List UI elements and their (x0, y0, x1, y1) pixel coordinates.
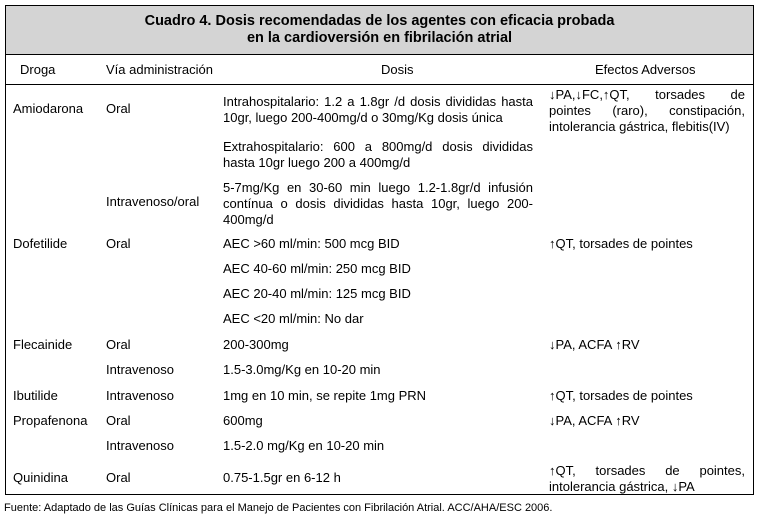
cell-via: Intravenoso (106, 362, 174, 377)
cell-droga: Flecainide (13, 337, 73, 352)
cell-efectos: ↑QT, torsades de pointes (549, 388, 693, 403)
table-title (6, 6, 753, 55)
cell-dosis: AEC <20 ml/min: No dar (223, 311, 364, 326)
cell-dosis: Intrahospitalario: 1.2 a 1.8gr /d dosis divididas hasta 10gr, luego 200-400mg/d o 30mg/Kg dosis única (223, 94, 533, 125)
cell-via: Oral (106, 413, 131, 428)
cell-efectos: ↓PA, ACFA ↑RV (549, 413, 640, 428)
cell-via: Oral (106, 470, 131, 485)
cell-dosis: 1.5-3.0mg/Kg en 10-20 min (223, 362, 381, 377)
cell-dosis: AEC >60 ml/min: 500 mcg BID (223, 236, 400, 251)
cell-efectos: ↓PA,↓FC,↑QT, torsades de pointes (raro), constipación, intolerancia gástrica, flebitis(IV) (549, 87, 745, 134)
cell-droga: Amiodarona (13, 101, 84, 116)
dosage-table (5, 5, 754, 495)
cell-dosis: Extrahospitalario: 600 a 800mg/d dosis divididas hasta 10gr luego 200 a 400mg/d (223, 139, 533, 170)
cell-droga: Quinidina (13, 470, 68, 485)
header-efectos: Efectos Adversos (595, 62, 696, 77)
header-dosis: Dosis (381, 62, 414, 77)
cell-droga: Propafenona (13, 413, 88, 428)
cell-droga: Ibutilide (13, 388, 58, 403)
cell-via: Oral (106, 101, 131, 116)
cell-dosis: 1mg en 10 min, se repite 1mg PRN (223, 388, 427, 403)
table-header-row (6, 57, 753, 85)
header-via: Vía administración (106, 62, 213, 77)
table-title-line1: Cuadro 4. Dosis recomendadas de los agentes con eficacia probada (144, 13, 615, 29)
cell-dosis: 0.75-1.5gr en 6-12 h (223, 470, 341, 485)
cell-dosis: 1.5-2.0 mg/Kg en 10-20 min (223, 438, 385, 453)
cell-via: Intravenoso (106, 388, 174, 403)
cell-dosis: 200-300mg (223, 337, 289, 352)
cell-efectos: ↑QT, torsades de pointes (549, 236, 693, 251)
cell-dosis: AEC 20-40 ml/min: 125 mcg BID (223, 286, 411, 301)
cell-dosis: 5-7mg/Kg en 30-60 min luego 1.2-1.8gr/d infusión contínua o dosis divididas hasta 10gr, luego 200-400mg/d (223, 180, 533, 227)
cell-via: Oral (106, 337, 131, 352)
cell-efectos: ↑QT, torsades de pointes, intolerancia gástrica, ↓PA (549, 463, 745, 494)
header-droga: Droga (20, 62, 56, 77)
cell-droga: Dofetilide (13, 236, 68, 251)
cell-via: Intravenoso/oral (106, 194, 200, 209)
cell-via: Intravenoso (106, 438, 174, 453)
cell-dosis: 600mg (223, 413, 263, 428)
cell-dosis: AEC 40-60 ml/min: 250 mcg BID (223, 261, 411, 276)
cell-efectos: ↓PA, ACFA ↑RV (549, 337, 640, 352)
source-note: Fuente: Adaptado de las Guías Clínicas para el Manejo de Pacientes con Fibrilación Atrial. ACC/AHA/ESC 2006. (4, 502, 553, 514)
cell-via: Oral (106, 236, 131, 251)
table-title-line2: en la cardioversión en fibrilación atrial (246, 30, 513, 46)
